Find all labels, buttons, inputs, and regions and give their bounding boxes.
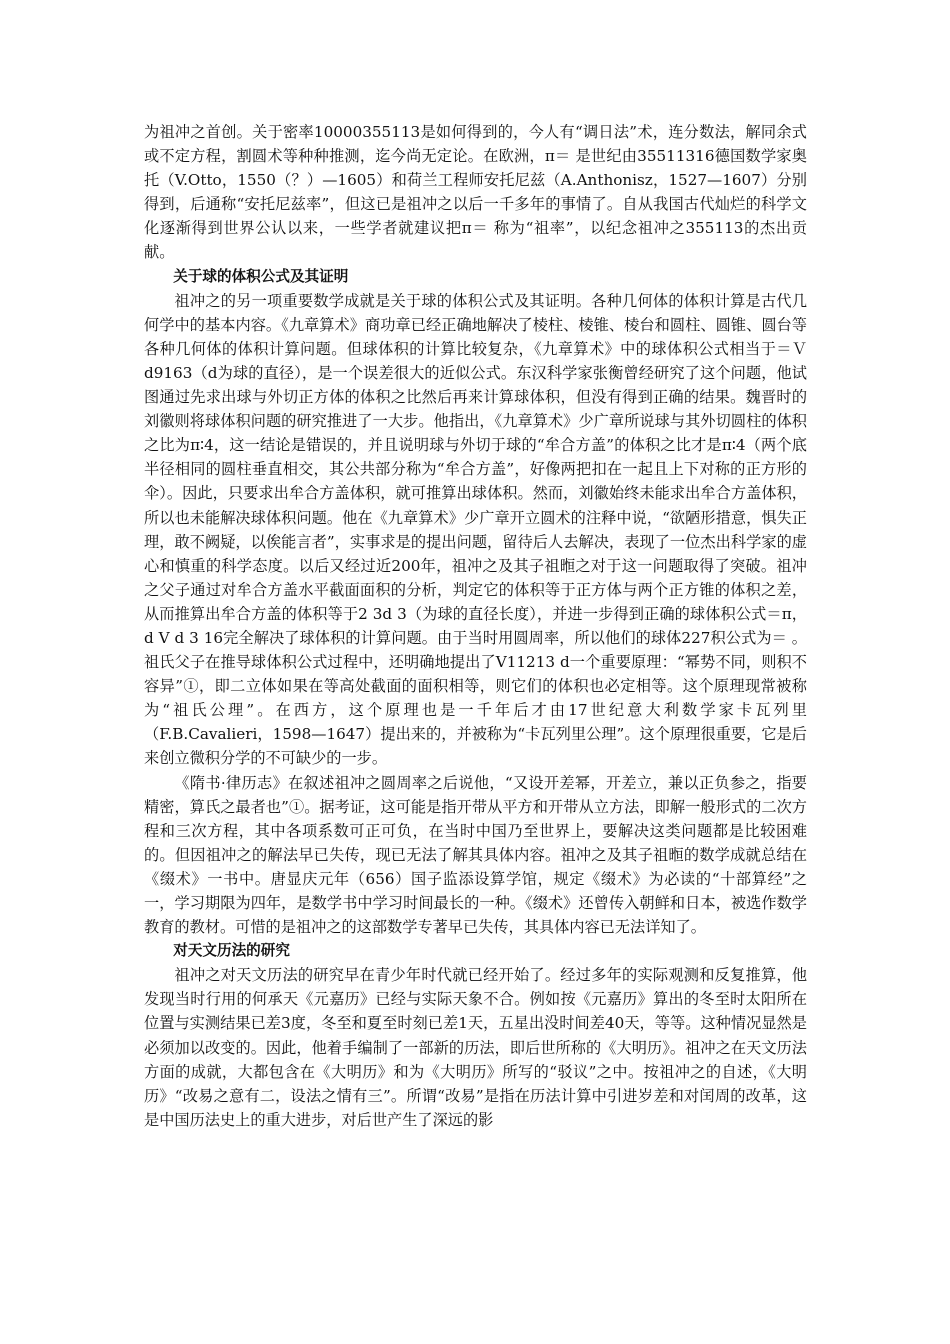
paragraph-zhuishu: 《隋书·律历志》在叙述祖冲之圆周率之后说他，“又设开差幂，开差立，兼以正负参之，指要精密，算氏之最者也”①。据考证，这可能是指开带从平方和开带从立方法，即解一般形式的二次方程和三次方程，其中各项系数可正可负，在当时中国乃至世界上，要解决这类问题都是比较困难的。但因祖冲之的解法早已失传，现已无法了解其具体内容。祖冲之及其子祖暅的数学成就总结在《缀术》一书中。唐显庆元年（656）国子监添设算学馆，规定《缀术》为必读的“十部算经”之一，学习期限为四年，是数学书中学习时间最长的一种。《缀术》还曾传入朝鲜和日本，被选作数学教育的教材。可惜的是祖冲之的这部数学专著早已失传，其具体内容已无法详知了。 [144,773,807,937]
section-heading-sphere-volume: 关于球的体积公式及其证明 [173,267,349,285]
paragraph-sphere-volume: 祖冲之的另一项重要数学成就是关于球的体积公式及其证明。各种几何体的体积计算是古代几何学中的基本内容。《九章算术》商功章已经正确地解决了棱柱、棱锥、棱台和圆柱、圆锥、圆台等各种几何体的体积计算问题。但球体积的计算比较复杂，《九章算术》中的球体积公式相当于＝Ｖd9163（d为球的直径），是一个误差很大的近似公式。东汉科学家张衡曾经研究了这个问题，他试图通过先求出球与外切正方体的体积之比然后再来计算球体积，但没有得到正确的结果。魏晋时的刘徽则将球体积问题的研究推进了一大步。他指出，《九章算术》少广章所说球与其外切圆柱的体积之比为π∶4，这一结论是错误的，并且说明球与外切于球的“牟合方盖”的体积之比才是π∶4（两个底半径相同的圆柱垂直相交，其公共部分称为“牟合方盖”，好像两把扣在一起且上下对称的正方形的伞）。因此，只要求出牟合方盖体积，就可推算出球体积。然而，刘徽始终未能求出牟合方盖体积，所以也未能解决球体积问题。他在《九章算术》少广章开立圆术的注释中说，“欲陋形措意，惧失正理，敢不阙疑，以俟能言者”，实事求是的提出问题，留待后人去解决，表现了一位杰出科学家的虚心和慎重的科学态度。以后又经过近200年，祖冲之及其子祖暅之对于这一问题取得了突破。祖冲之父子通过对牟合方盖水平截面面积的分析，判定它的体积等于正方体与两个正方锥的体积之差，从而推算出牟合方盖的体积等于2 3d 3（为球的直径长度），并进一步得到正确的球体积公式＝π，d V d 3 16完全解决了球体积的计算问题。由于当时用圆周率，所以他们的球体227积公式为＝ 。祖氏父子在推导球体积公式过程中，还明确地提出了V11213 d一个重要原理：“幂势不同，则积不容异”①，即二立体如果在等高处截面的面积相等，则它们的体积也必定相等。这个原理现常被称为“祖氏公理”。在西方，这个原理也是一千年后才由17世纪意大利数学家卡瓦列里（F.B.Cavalieri，1598—1647）提出来的，并被称为“卡瓦列里公理”。这个原理很重要，它是后来创立微积分学的不可缺少的一步。 [144,291,807,768]
section-heading-astronomy: 对天文历法的研究 [173,942,290,960]
paragraph-zu-rate: 为祖冲之首创。关于密率10000355113是如何得到的，今人有“调日法”术，连分数法，解同余式或不定方程，割圆术等种种推测，迄今尚无定论。在欧洲，π＝ 是世纪由35511316德国数学家奥托（V.Otto，1550（？）—1605）和荷兰工程师安托尼兹（A.Anthonisz，1527—1607）分别得到，后通称“安托尼兹率”，但这已是祖冲之以后一千多年的事情了。自从我国古代灿烂的科学文化逐渐得到世界公认以来，一些学者就建议把π＝ 称为“祖率”，以纪念祖冲之355113的杰出贡献。 [144,123,807,262]
document-body [144,120,807,1132]
paragraph-daming-calendar: 祖冲之对天文历法的研究早在青少年时代就已经开始了。经过多年的实际观测和反复推算，他发现当时行用的何承天《元嘉历》已经与实际天象不合。例如按《元嘉历》算出的冬至时太阳所在位置与实测结果已差3度，冬至和夏至时刻已差1天，五星出没时间差40天，等等。这种情况显然是必须加以改变的。因此，他着手编制了一部新的历法，即后世所称的《大明历》。祖冲之在天文历法方面的成就，大都包含在《大明历》和为《大明历》所写的“驳议”之中。按祖冲之的自述，《大明历》“改易之意有二，设法之情有三”。所谓“改易”是指在历法计算中引进岁差和对闰周的改革，这是中国历法史上的重大进步，对后世产生了深远的影 [144,966,807,1129]
